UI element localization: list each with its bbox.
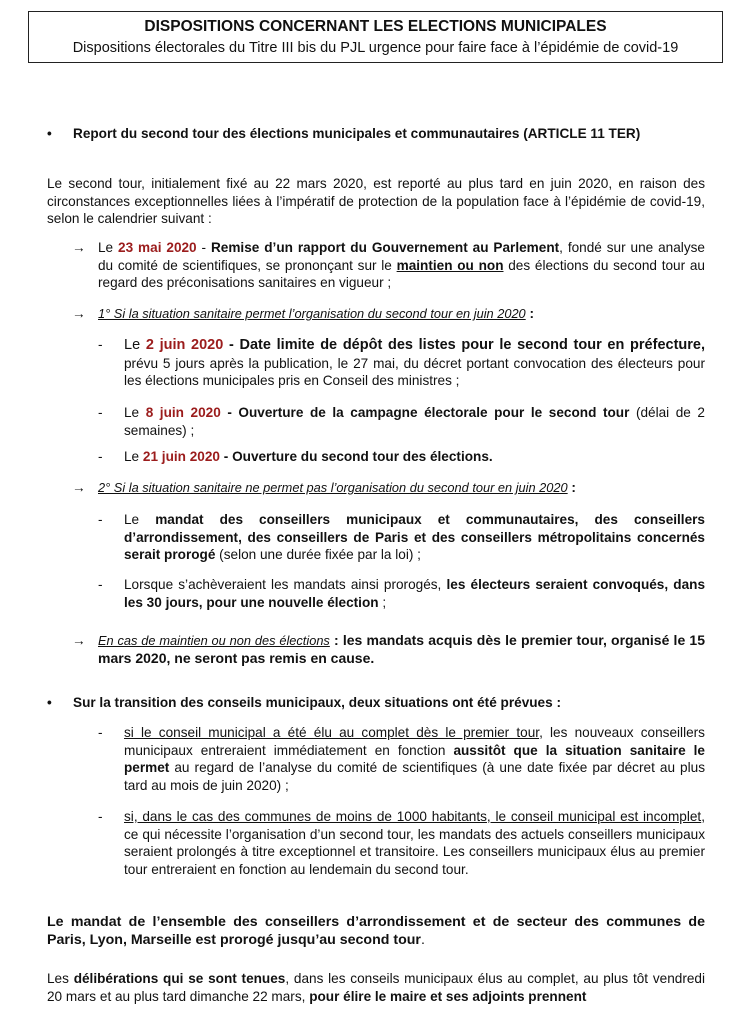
date: 2 juin 2020	[145, 337, 224, 353]
dash-glyph: -	[98, 337, 103, 352]
page-subtitle: Dispositions électorales du Titre III bis du PJL urgence pour faire face à l’épidémie de covid-19	[72, 40, 679, 56]
paragraph-deliberations: Les délibérations qui se sont tenues, dans les conseils municipaux élus au complet, au plus tôt vendredi 20 mars et au plus tard dimanche 22 mars, pour élire le maire et ses adjoints prennent	[47, 971, 705, 1004]
page-title: DISPOSITIONS CONCERNANT LES ELECTIONS MUNICIPALES	[144, 18, 607, 35]
item-conseil-incomplet: - si, dans le cas des communes de moins de 1000 habitants, le conseil municipal est incomplet, ce qui nécessite l’organisation d’un second tour, les mandats des actuels conseillers municipaux seraient prolongés à titre exceptionnel et transitoire. Les conseillers municipaux élus au premier tour entreraient en fonction au lendemain du second tour.	[98, 809, 705, 877]
section-2-heading: Sur la transition des conseils municipaux, deux situations ont été prévues :	[73, 695, 561, 710]
condition-label: En cas de maintien ou non des élections	[98, 633, 330, 648]
section-1-heading: Report du second tour des élections municipales et communautaires (ARTICLE 11 TER)	[73, 126, 641, 141]
arrow-icon: →	[72, 240, 86, 255]
condition-label: 1° Si la situation sanitaire permet l’organisation du second tour en juin 2020	[98, 306, 526, 321]
condition-maintien: → En cas de maintien ou non des élections : les mandats acquis dès le premier tour, organisé le 15 mars 2020, ne seront pas remis en cause.	[72, 632, 705, 666]
dash-glyph: -	[98, 405, 103, 420]
header-box	[28, 11, 723, 63]
condition-label: 2° Si la situation sanitaire ne permet pas l’organisation du second tour en juin 2020	[98, 480, 568, 495]
item-21-juin: - Le 21 juin 2020 - Ouverture du second tour des élections.	[98, 449, 493, 464]
item-mandat-proroge: - Le mandat des conseillers municipaux et communautaires, des conseillers d’arrondissement, des conseillers de Paris et des conseillers métropolitains concernés serait prorogé (selon une durée fixée par la loi) ;	[98, 512, 705, 562]
date: 8 juin 2020	[145, 405, 221, 420]
bullet-glyph: •	[47, 126, 52, 141]
item-2-juin: - Le 2 juin 2020 - Date limite de dépôt des listes pour le second tour en préfecture, prévu 5 jours après la publication, le 27 mai, du décret portant convocation des électeurs pour les élections municipales pris en Conseil des ministres ;	[98, 337, 705, 388]
dash-glyph: -	[98, 512, 103, 527]
dash-glyph: -	[98, 577, 103, 592]
item-23-mai	[72, 239, 705, 292]
condition-2: → 2° Si la situation sanitaire ne permet pas l’organisation du second tour en juin 2020 :	[72, 480, 576, 495]
arrow-icon: →	[72, 633, 86, 648]
item-8-juin: - Le 8 juin 2020 - Ouverture de la campagne électorale pour le second tour (délai de 2 semaines) ;	[98, 405, 705, 438]
dash-glyph: -	[98, 449, 103, 464]
item-text: Le 23 mai 2020 - Remise d’un rapport du Gouvernement au Parlement, fondé sur une analyse du comité de scientifiques, se prononçant sur le maintien ou non des élections du second tour au regard des préconisations sanitaires en vigueur ;	[98, 240, 705, 290]
section-1-bullet	[47, 125, 705, 143]
section-2-bullet	[47, 694, 705, 712]
dash-glyph: -	[98, 725, 103, 740]
dash-glyph: -	[98, 809, 103, 824]
item-conseil-complet: - si le conseil municipal a été élu au complet dès le premier tour, les nouveaux conseillers municipaux entreraient immédiatement en fonction aussitôt que la situation sanitaire le permet au regard de l’analyse du comité de scientifiques (à une date fixée par décret au plus tard au mois de juin 2020) ;	[98, 725, 705, 793]
date: 21 juin 2020	[142, 449, 220, 464]
item-nouvelle-election: - Lorsque s’achèveraient les mandats ainsi prorogés, les électeurs seraient convoqués, dans les 30 jours, pour une nouvelle élection ;	[98, 577, 706, 610]
arrow-icon: →	[72, 480, 86, 495]
section-1-intro: Le second tour, initialement fixé au 22 mars 2020, est reporté au plus tard en juin 2020, en raison des circonstances exceptionnelles liées à l’impératif de protection de la population face à l’épidémie de covid-19, selon le calendrier suivant :	[47, 176, 705, 226]
bullet-glyph: •	[47, 695, 52, 710]
arrow-icon: →	[72, 306, 86, 321]
condition-1: → 1° Si la situation sanitaire permet l’organisation du second tour en juin 2020 :	[72, 306, 534, 321]
paragraph-mandat-arrondissement: Le mandat de l’ensemble des conseillers d’arrondissement et de secteur des communes de Paris, Lyon, Marseille est prorogé jusqu’au second tour.	[47, 914, 705, 948]
date: 23 mai 2020	[118, 240, 197, 255]
